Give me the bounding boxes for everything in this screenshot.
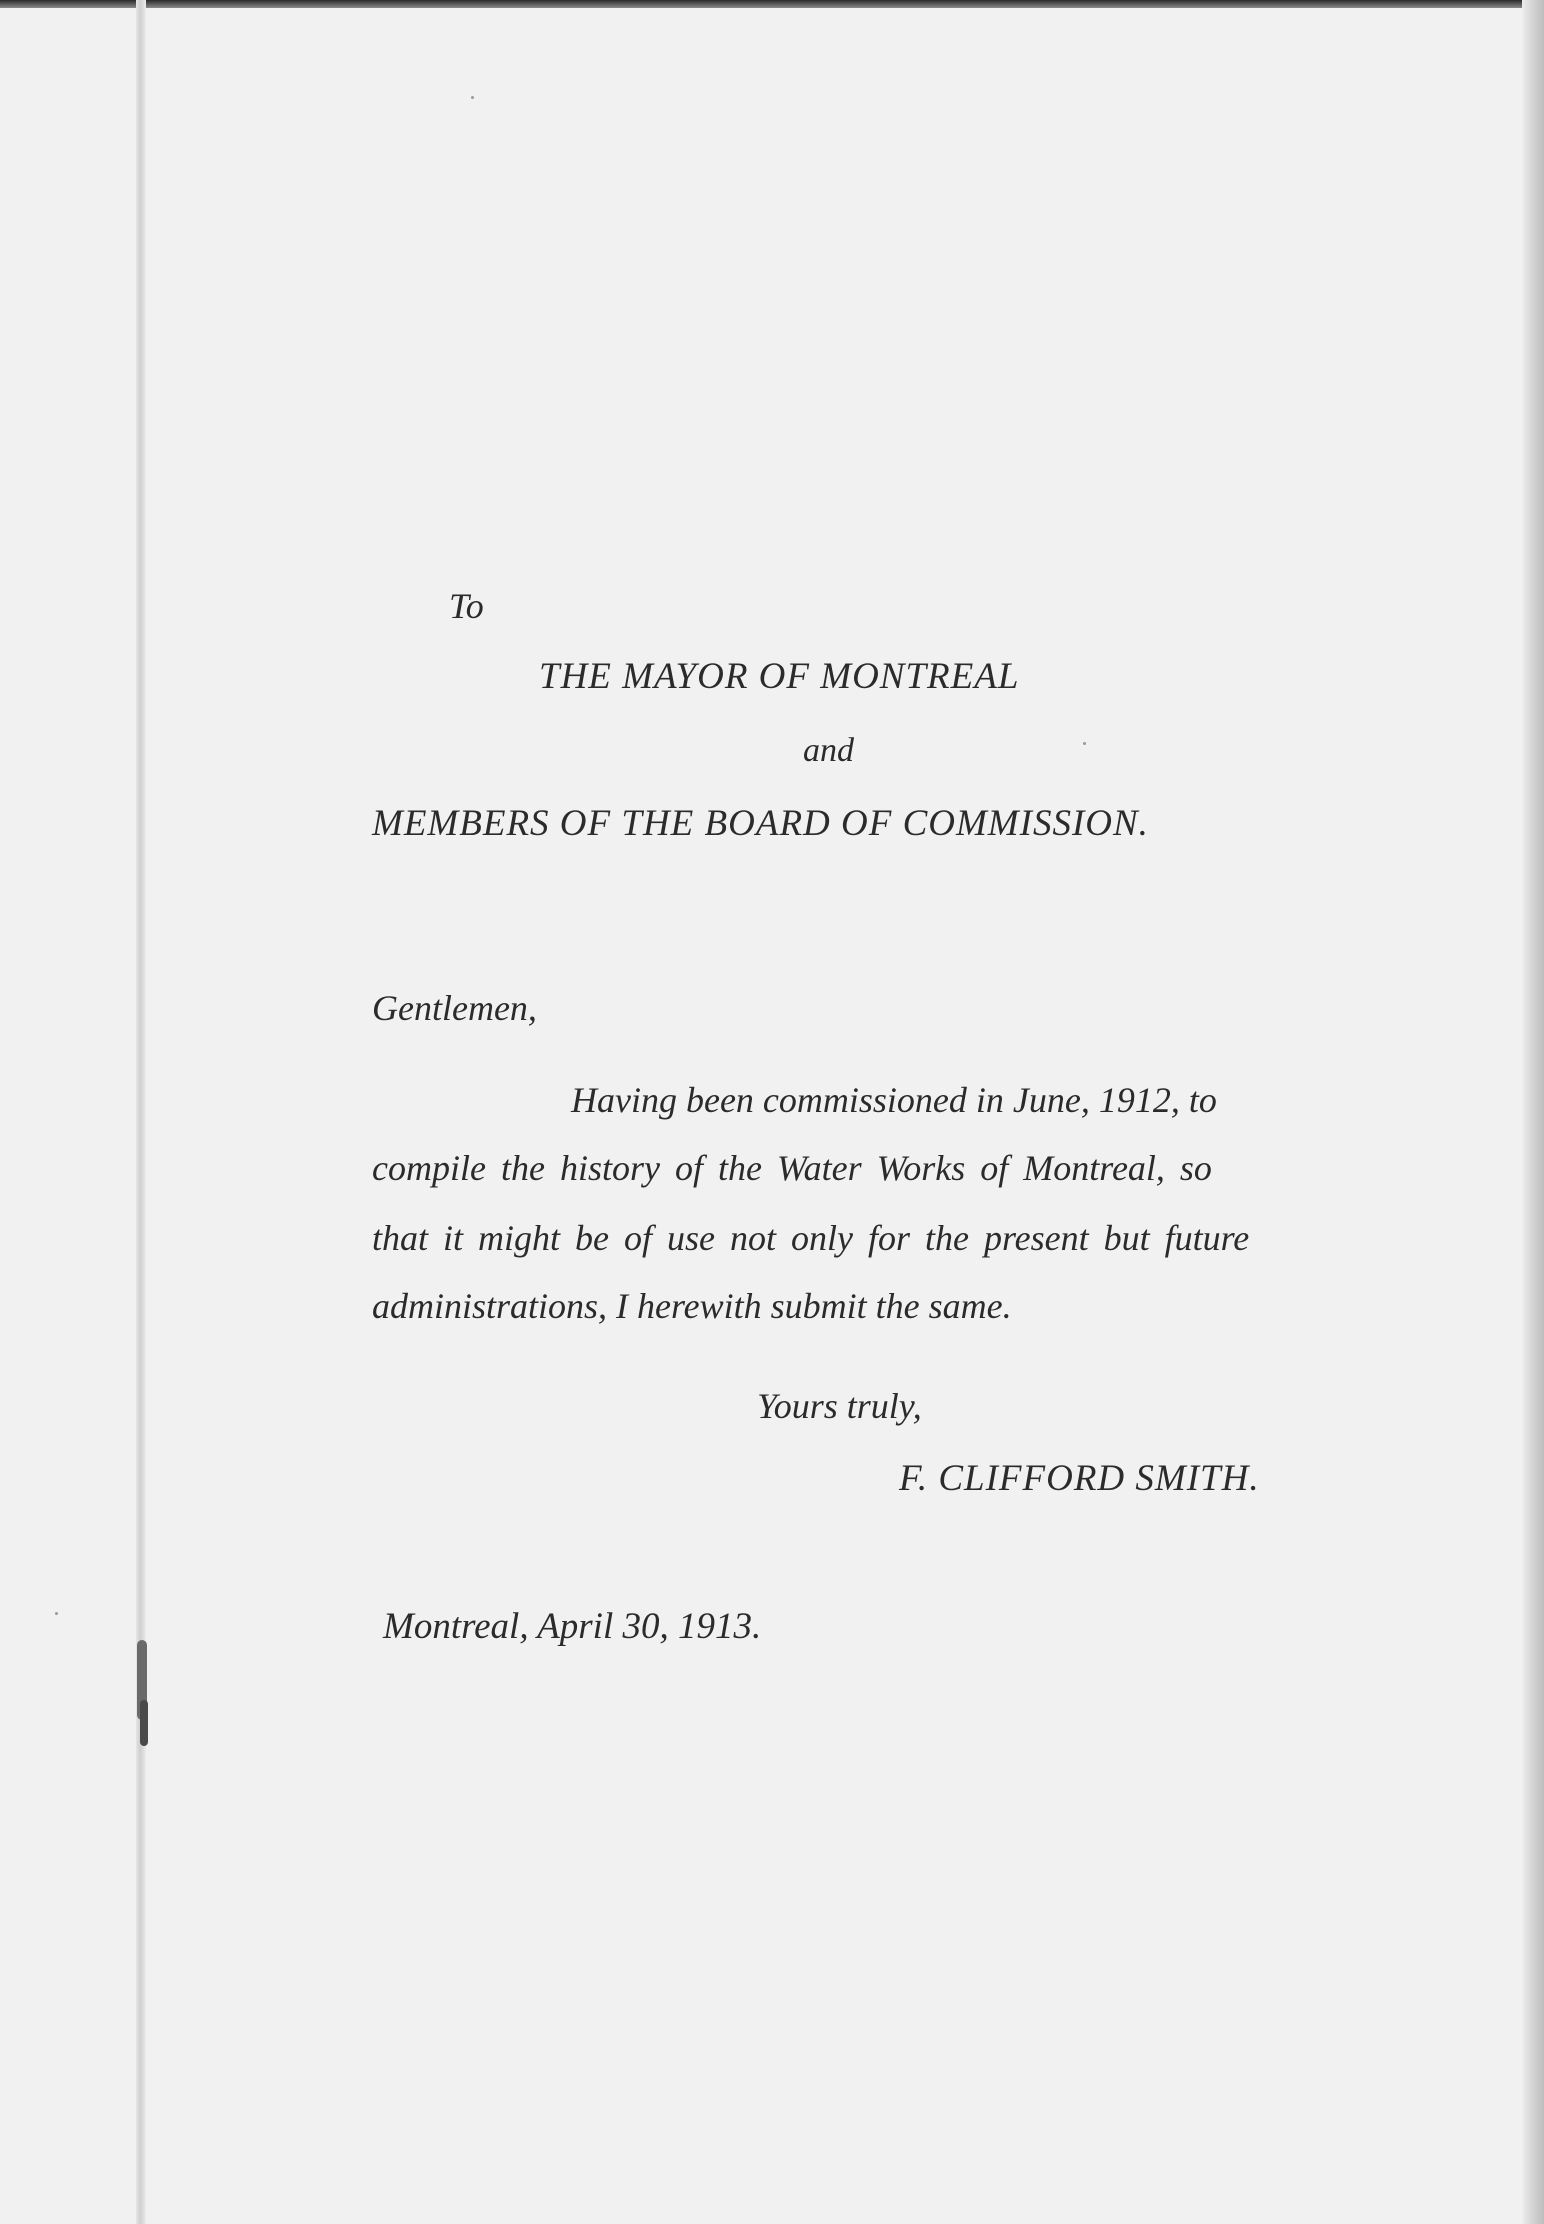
paper-speck — [471, 96, 474, 99]
addressee-conjunction: and — [803, 732, 854, 769]
addressee-line-2: MEMBERS OF THE BOARD OF COMMISSION. — [372, 803, 1149, 844]
page-right-edge — [1522, 0, 1544, 2224]
binding-mark — [140, 1700, 148, 1746]
greeting: Gentlemen, — [372, 988, 537, 1028]
date-line: Montreal, April 30, 1913. — [383, 1606, 762, 1647]
paper-speck — [1083, 742, 1086, 745]
body-line: compile the history of the Water Works of Montreal, so — [372, 1148, 1212, 1188]
signature: F. CLIFFORD SMITH. — [899, 1458, 1260, 1499]
page-top-edge — [0, 0, 1544, 8]
salutation-to: To — [449, 586, 484, 626]
closing: Yours truly, — [757, 1386, 922, 1426]
body-line: administrations, I herewith submit the same. — [372, 1286, 1012, 1326]
paper-speck — [55, 1612, 58, 1615]
page-binding-spine — [136, 0, 146, 2224]
body-line: Having been commissioned in June, 1912, to — [571, 1080, 1217, 1120]
body-line: that it might be of use not only for the present but future — [372, 1218, 1250, 1258]
addressee-line-1: THE MAYOR OF MONTREAL — [539, 656, 1020, 697]
